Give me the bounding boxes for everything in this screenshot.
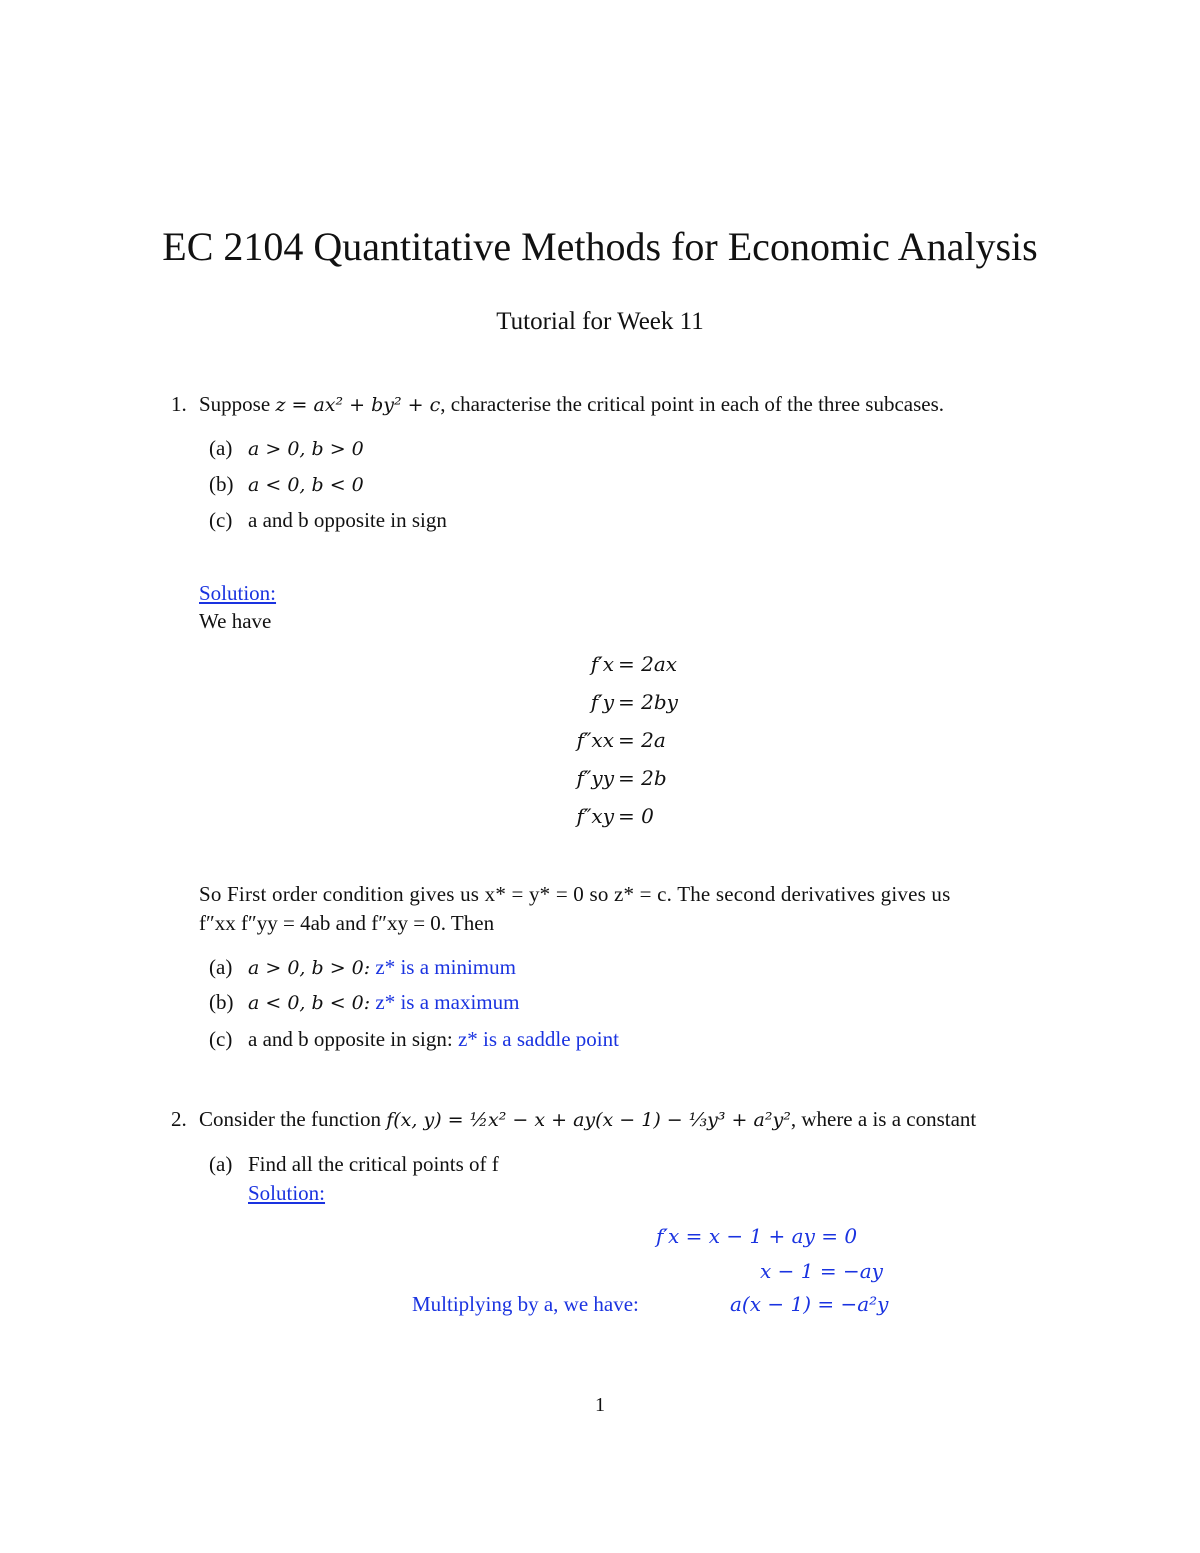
q1-answer-b-label: (b) [209,990,234,1014]
q1-answer-b-result: z* is a maximum [375,990,520,1014]
q1-answer-c-cond: a and b opposite in sign: [248,1027,453,1051]
q1-subcase-c-label: (c) [209,508,233,532]
q1-equation: z = ax² + by² + c [275,394,441,416]
q1-we-have: We have [199,609,272,633]
document-title: EC 2104 Quantitative Methods for Economic Analysis [162,224,1038,269]
q1-subcase-b-label: (b) [209,472,234,496]
q1-subcase-b-text: a < 0, b < 0 [248,474,364,496]
eq-fy-lhs: f′y [590,690,614,714]
q1-paragraph-line1: So First order condition gives us x* = y* = 0 so z* = c. The second derivatives gives us [199,882,951,906]
q2-equation: f(x, y) = ½x² − x + ay(x − 1) − ⅓y³ + a²y² [386,1109,791,1131]
eq-fx-lhs: f′x [590,652,614,676]
eq-fx-rhs: = 2ax [618,652,678,676]
q1-answer-c-label: (c) [209,1027,233,1051]
page-number: 1 [595,1394,605,1416]
q2-eq2: x − 1 = −ay [760,1259,883,1283]
q2-part-a-label: (a) [209,1152,233,1176]
q2-eq3: a(x − 1) = −a²y [730,1292,889,1316]
q1-subcase-a-label: (a) [209,436,233,460]
q2-solution-label: Solution: [248,1181,326,1205]
q2-text-b: , where a is a constant [790,1107,977,1131]
q1-statement [199,390,944,419]
eq-fxx-lhs: f″xx [576,728,614,752]
q1-equations-lhs [480,650,614,840]
q1-paragraph-line2: f″xx f″yy = 4ab and f″xy = 0. Then [199,911,495,935]
q2-eq3-label: Multiplying by a, we have: [412,1292,639,1316]
q1-answer-b-cond: a < 0, b < 0: [248,992,371,1014]
q1-subcase-a-text: a > 0, b > 0 [248,438,364,460]
eq-fyy-rhs: = 2b [618,766,667,790]
q2-part-a-text: Find all the critical points of f [248,1152,499,1176]
eq-fxy-lhs: f″xy [576,804,614,828]
q1-solution-label: Solution: [199,581,277,605]
q1-text-b: , characterise the critical point in each of the three subcases. [440,392,945,416]
q1-equations-rhs [618,650,818,840]
eq-fyy-lhs: f″yy [576,766,614,790]
q1-answer-c [248,1025,619,1053]
q1-answer-c-result: z* is a saddle point [457,1027,619,1051]
q1-answer-a-label: (a) [209,955,233,979]
document-subtitle: Tutorial for Week 11 [496,308,704,335]
q1-answer-a [248,953,516,982]
eq-fxy-rhs: = 0 [618,804,654,828]
q2-eq1: f′x = x − 1 + ay = 0 [656,1224,858,1248]
eq-fy-rhs: = 2by [618,690,678,714]
eq-fxx-rhs: = 2a [618,728,666,752]
q1-subcase-c-text: a and b opposite in sign [248,508,447,532]
q1-answer-a-cond: a > 0, b > 0: [248,957,371,979]
q1-text-a: Suppose [199,392,276,416]
q2-number: 2. [171,1107,187,1131]
q1-number: 1. [171,392,187,416]
q2-statement [199,1105,976,1134]
q1-answer-b [248,988,519,1017]
q1-answer-a-result: z* is a minimum [375,955,516,979]
q2-text-a: Consider the function [199,1107,387,1131]
